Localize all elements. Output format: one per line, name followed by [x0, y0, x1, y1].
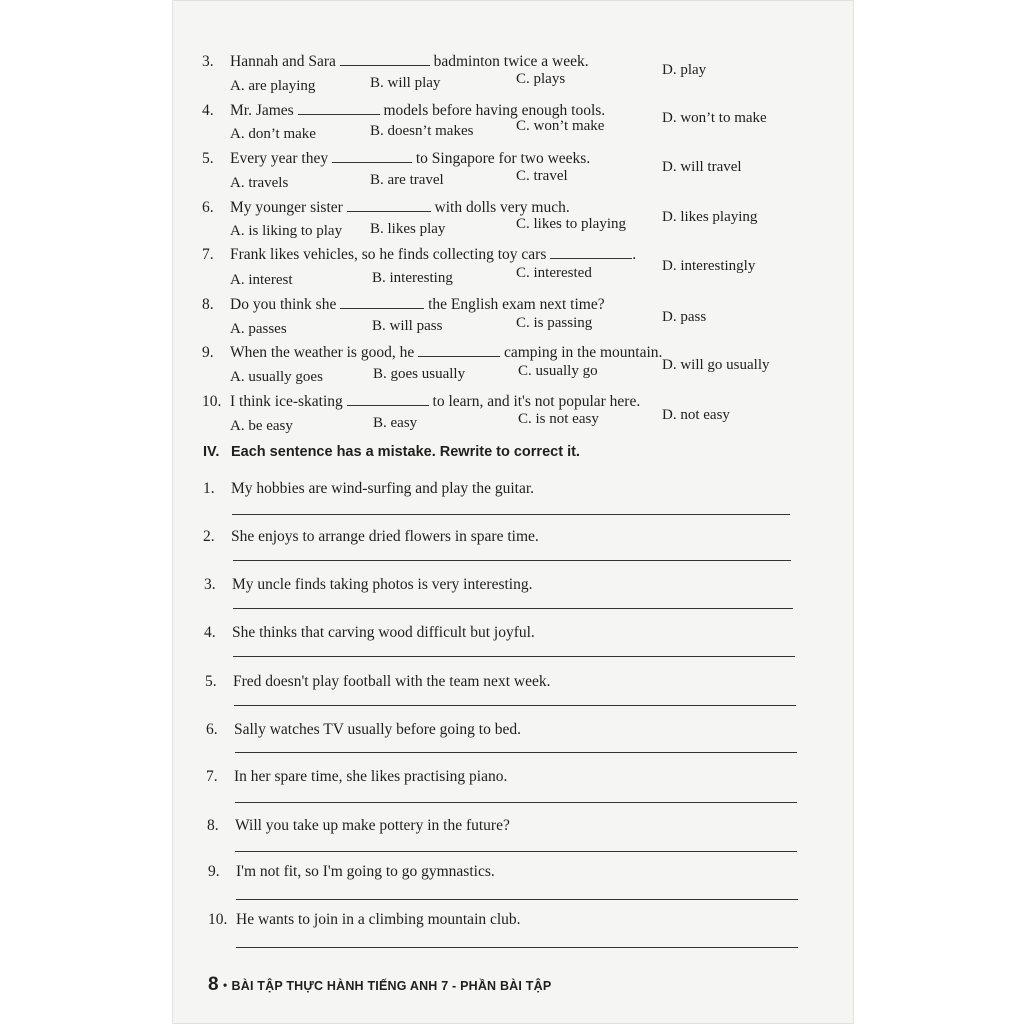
option-b: B. doesn’t makes	[370, 123, 474, 139]
option-c: C. plays	[516, 71, 566, 87]
question-text-before: My younger sister	[230, 199, 343, 216]
answer-blank	[340, 53, 430, 66]
section-title: Each sentence has a mistake. Rewrite to correct it.	[231, 444, 580, 460]
option-a: A. are playing	[230, 78, 316, 94]
answer-blank	[298, 102, 380, 115]
item-number: 10.	[208, 911, 228, 928]
book-title: BÀI TẬP THỰC HÀNH TIẾNG ANH 7 - PHẦN BÀI TẬP	[231, 979, 552, 993]
question-text-after: .	[632, 246, 637, 263]
item-sentence: Will you take up make pottery in the future?	[235, 817, 510, 834]
option-b: B. interesting	[372, 270, 453, 286]
option-d: D. won’t to make	[662, 110, 767, 126]
question-text-after: camping in the mountain.	[503, 344, 663, 361]
question-number: 5.	[202, 150, 214, 167]
question-number: 6.	[202, 199, 214, 216]
question-text-after: to learn, and it's not popular here.	[432, 393, 641, 410]
question-text-before: Do you think she	[230, 296, 337, 313]
question-text-before: Hannah and Sara	[230, 53, 336, 70]
option-c: C. likes to playing	[516, 216, 626, 232]
section-number: IV.	[203, 444, 220, 460]
option-c: C. usually go	[518, 363, 598, 379]
option-c: C. won’t make	[516, 118, 605, 134]
question-text-after: models before having enough tools.	[383, 102, 606, 119]
item-sentence: My hobbies are wind-surfing and play the guitar.	[231, 480, 535, 497]
item-sentence: He wants to join in a climbing mountain club.	[236, 911, 521, 928]
item-number: 5.	[205, 673, 217, 690]
answer-line[interactable]	[233, 656, 795, 657]
answer-line[interactable]	[235, 752, 797, 753]
answer-blank	[347, 393, 429, 406]
answer-line[interactable]	[236, 947, 798, 948]
option-b: B. are travel	[370, 172, 444, 188]
answer-line[interactable]	[232, 514, 790, 515]
option-d: D. will travel	[662, 159, 742, 175]
question-text-after: badminton twice a week.	[433, 53, 589, 70]
answer-blank	[347, 199, 431, 212]
answer-line[interactable]	[233, 560, 791, 561]
option-b: B. easy	[373, 415, 418, 431]
page-footer	[208, 974, 551, 996]
question-text-before: When the weather is good, he	[230, 344, 415, 361]
option-a: A. passes	[230, 321, 287, 337]
option-d: D. likes playing	[662, 209, 758, 225]
option-b: B. will pass	[372, 318, 443, 334]
option-b: B. goes usually	[373, 366, 466, 382]
option-d: D. pass	[662, 309, 707, 325]
item-number: 3.	[204, 576, 216, 593]
item-sentence: She thinks that carving wood difficult but joyful.	[232, 624, 535, 641]
option-b: B. will play	[370, 75, 441, 91]
option-a: A. be easy	[230, 418, 293, 434]
item-sentence: She enjoys to arrange dried flowers in spare time.	[231, 528, 539, 545]
question-text-before: Every year they	[230, 150, 329, 167]
question-text-before: Frank likes vehicles, so he finds collecting toy cars	[230, 246, 547, 263]
option-c: C. is not easy	[518, 411, 599, 427]
item-number: 9.	[208, 863, 220, 880]
item-sentence: Fred doesn't play football with the team next week.	[233, 673, 551, 690]
answer-line[interactable]	[235, 802, 797, 803]
option-a: A. interest	[230, 272, 293, 288]
option-b: B. likes play	[370, 221, 446, 237]
option-d: D. not easy	[662, 407, 730, 423]
option-c: C. interested	[516, 265, 592, 281]
item-number: 1.	[203, 480, 215, 497]
answer-blank	[418, 344, 500, 357]
question-number: 8.	[202, 296, 214, 313]
item-number: 6.	[206, 721, 218, 738]
answer-line[interactable]	[234, 705, 796, 706]
question-number: 10.	[202, 393, 222, 410]
answer-line[interactable]	[236, 899, 798, 900]
option-a: A. don’t make	[230, 126, 316, 142]
item-number: 4.	[204, 624, 216, 641]
option-d: D. play	[662, 62, 707, 78]
option-c: C. is passing	[516, 315, 593, 331]
question-text-after: to Singapore for two weeks.	[415, 150, 591, 167]
answer-line[interactable]	[233, 608, 793, 609]
option-d: D. interestingly	[662, 258, 756, 274]
option-a: A. usually goes	[230, 369, 323, 385]
question-text-before: Mr. James	[230, 102, 294, 119]
option-c: C. travel	[516, 168, 568, 184]
question-number: 7.	[202, 246, 214, 263]
item-sentence: My uncle finds taking photos is very interesting.	[232, 576, 533, 593]
option-a: A. travels	[230, 175, 289, 191]
footer-bullet: •	[222, 979, 228, 994]
question-text-after: the English exam next time?	[428, 296, 605, 313]
page-number: 8	[208, 974, 219, 995]
item-number: 8.	[207, 817, 219, 834]
answer-blank	[550, 246, 632, 259]
item-number: 2.	[203, 528, 215, 545]
item-sentence: Sally watches TV usually before going to bed.	[234, 721, 521, 738]
option-a: A. is liking to play	[230, 223, 343, 239]
question-number: 4.	[202, 102, 214, 119]
question-text-after: with dolls very much.	[434, 199, 570, 216]
question-text-before: I think ice-skating	[230, 393, 343, 410]
question-number: 9.	[202, 344, 214, 361]
answer-blank	[340, 296, 424, 309]
option-d: D. will go usually	[662, 357, 770, 373]
item-number: 7.	[206, 768, 218, 785]
question-number: 3.	[202, 53, 214, 70]
answer-blank	[332, 150, 412, 163]
item-sentence: I'm not fit, so I'm going to go gymnastics.	[236, 863, 495, 880]
section-heading	[203, 444, 580, 460]
answer-line[interactable]	[235, 851, 797, 852]
item-sentence: In her spare time, she likes practising piano.	[234, 768, 508, 785]
